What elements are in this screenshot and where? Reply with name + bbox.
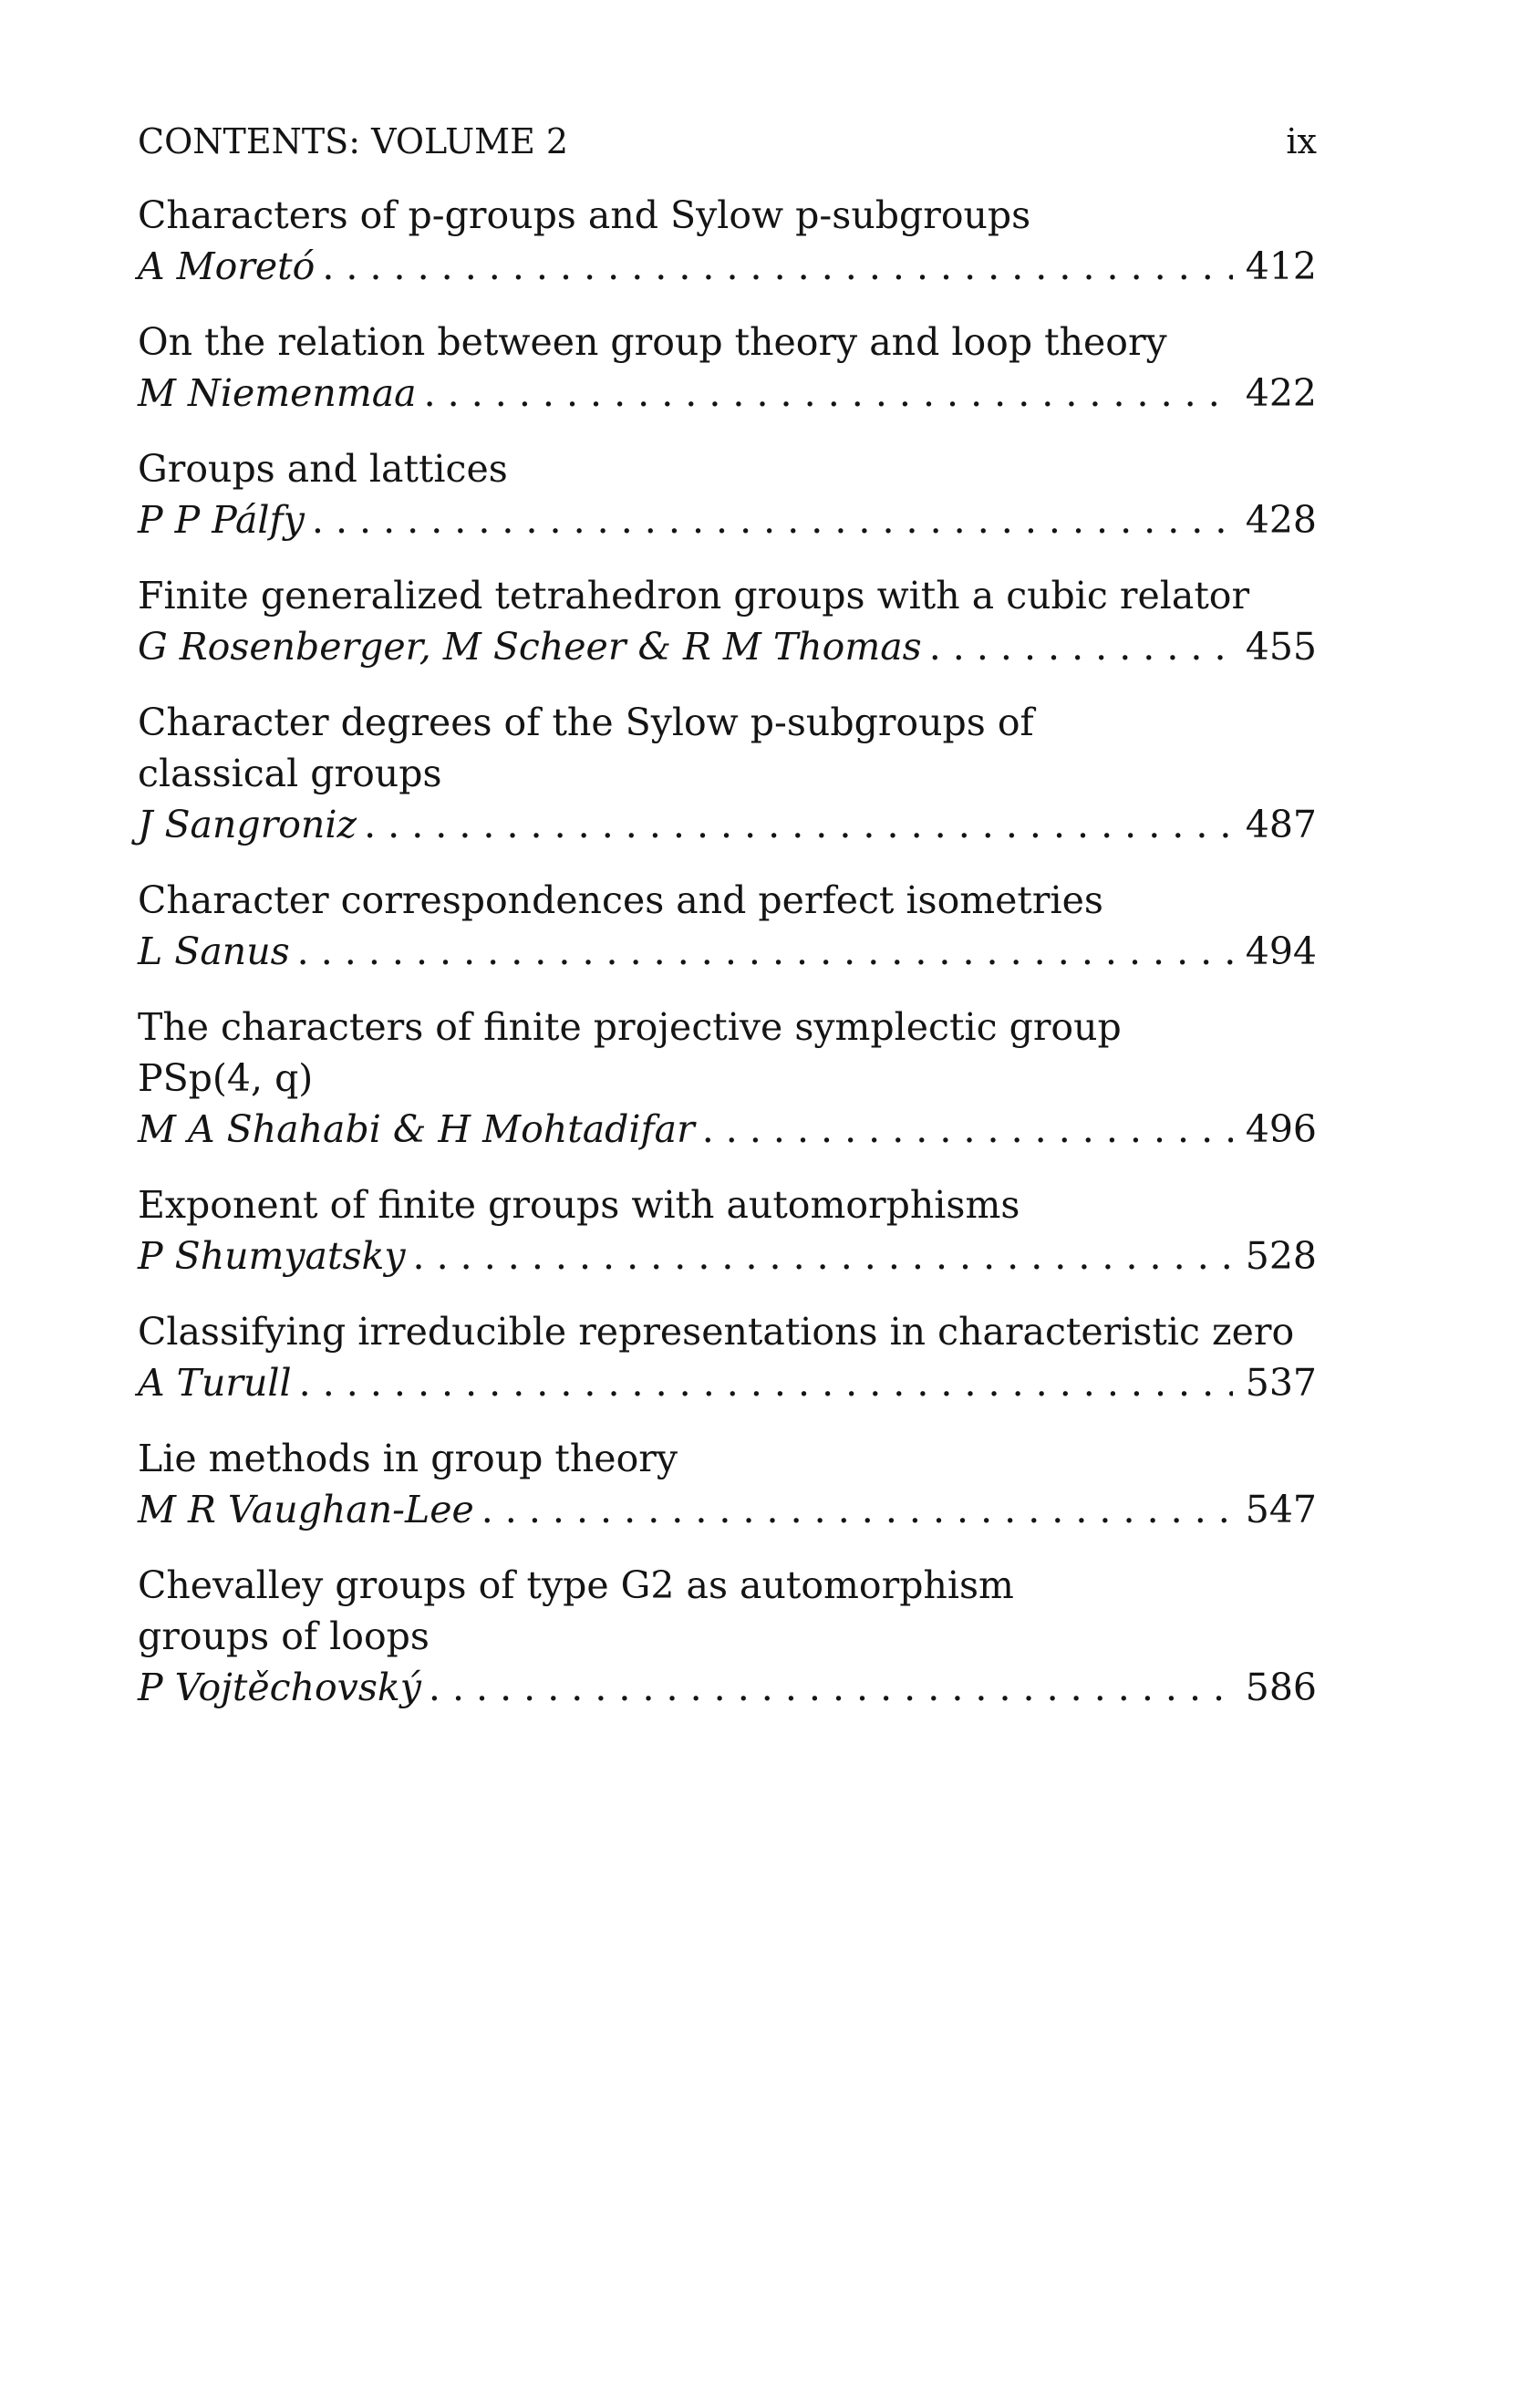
entry-authors: P Shumyatsky — [138, 1234, 406, 1278]
entry-page-number: 586 — [1245, 1666, 1317, 1709]
dot-leader — [322, 241, 1232, 292]
entry-authors: P P Pálfy — [138, 498, 305, 542]
entry-title-line: Exponent of finite groups with automorphisms — [138, 1183, 1020, 1227]
dot-leader — [312, 494, 1233, 545]
entry-title-line: classical groups — [138, 752, 442, 795]
entry-author-line — [138, 799, 1317, 850]
toc-entry — [138, 317, 1317, 419]
dot-leader — [297, 926, 1233, 977]
entry-page-number: 422 — [1245, 371, 1317, 415]
entry-title-line: Lie methods in group theory — [138, 1437, 678, 1480]
toc-entry — [138, 697, 1317, 850]
dot-leader — [702, 1104, 1233, 1155]
entry-page-number: 494 — [1245, 929, 1317, 973]
entry-title-line: Character degrees of the Sylow p-subgroups of — [138, 701, 1034, 744]
entry-page-number: 537 — [1245, 1361, 1317, 1405]
entry-page-number: 412 — [1245, 244, 1317, 288]
entry-authors: M Niemenmaa — [138, 371, 417, 415]
entry-title-line: Finite generalized tetrahedron groups with a cubic relator — [138, 574, 1250, 618]
entry-author-line — [138, 1230, 1317, 1282]
entry-authors: M A Shahabi & H Mohtadifar — [138, 1107, 695, 1151]
entry-author-line — [138, 1484, 1317, 1535]
entry-author-line — [138, 1357, 1317, 1408]
entry-author-line — [138, 926, 1317, 977]
toc-entry — [138, 1179, 1317, 1282]
running-head — [138, 119, 1317, 171]
entry-page-number: 455 — [1245, 625, 1317, 669]
dot-leader — [413, 1230, 1233, 1282]
dot-leader — [429, 1662, 1233, 1713]
entry-title-line: Character correspondences and perfect isometries — [138, 878, 1103, 922]
entry-authors: J Sangroniz — [138, 803, 357, 846]
dot-leader — [481, 1484, 1233, 1535]
entry-title-line: groups of loops — [138, 1614, 430, 1658]
toc-entry — [138, 1306, 1317, 1408]
toc-entry — [138, 443, 1317, 545]
toc-entry — [138, 190, 1317, 292]
dot-leader — [299, 1357, 1233, 1408]
entry-authors: G Rosenberger, M Scheer & R M Thomas — [138, 625, 922, 669]
contents-page — [138, 119, 1317, 1738]
entry-title-line: Chevalley groups of type G2 as automorphism — [138, 1563, 1014, 1607]
toc-entry — [138, 875, 1317, 977]
toc-entry — [138, 1002, 1317, 1155]
dot-leader — [424, 368, 1233, 419]
entry-author-line — [138, 241, 1317, 292]
entry-page-number: 496 — [1245, 1107, 1317, 1151]
entry-authors: M R Vaughan-Lee — [138, 1488, 474, 1531]
entry-page-number: 487 — [1245, 803, 1317, 846]
entry-authors: P Vojtěchovský — [138, 1666, 421, 1709]
entry-author-line — [138, 368, 1317, 419]
running-head-title: CONTENTS: VOLUME 2 — [138, 121, 569, 161]
entry-authors: A Moretó — [138, 244, 316, 288]
entry-page-number: 547 — [1245, 1488, 1317, 1531]
entry-author-line — [138, 621, 1317, 672]
entry-authors: L Sanus — [138, 929, 290, 973]
entry-title-line: Groups and lattices — [138, 447, 508, 491]
entry-author-line — [138, 1104, 1317, 1155]
entry-page-number: 528 — [1245, 1234, 1317, 1278]
entry-title-line: Classifying irreducible representations in characteristic zero — [138, 1310, 1295, 1354]
entry-title-line: Characters of p-groups and Sylow p-subgroups — [138, 193, 1031, 237]
entry-title-line: On the relation between group theory and loop theory — [138, 320, 1167, 364]
entry-authors: A Turull — [138, 1361, 292, 1405]
toc-entry — [138, 1433, 1317, 1535]
entry-author-line — [138, 494, 1317, 545]
toc-entry — [138, 570, 1317, 672]
entry-author-line — [138, 1662, 1317, 1713]
page-number-roman: ix — [1286, 121, 1317, 161]
entry-page-number: 428 — [1245, 498, 1317, 542]
dot-leader — [929, 621, 1233, 672]
entry-title-line: The characters of finite projective symplectic group — [138, 1005, 1122, 1049]
dot-leader — [364, 799, 1233, 850]
entry-title-line: PSp(4, q) — [138, 1056, 314, 1100]
table-of-contents — [138, 190, 1317, 1713]
toc-entry — [138, 1560, 1317, 1713]
